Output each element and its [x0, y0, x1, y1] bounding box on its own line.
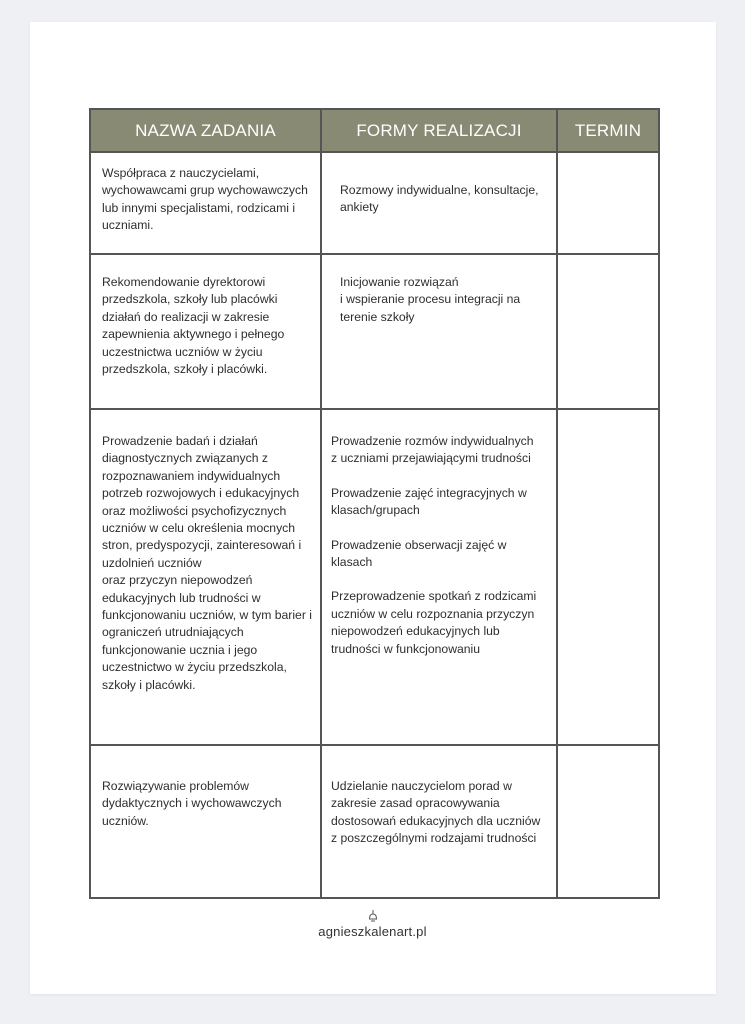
term-cell	[557, 254, 659, 409]
form-item: Udzielanie nauczycielom porad w zakresie zasad opracowywania dostosowań edukacyjnych dla uczniów z poszczególnymi rodzajami trudności	[331, 779, 541, 846]
form-item: Inicjowanie rozwiązań i wspieranie procesu integracji na terenie szkoły	[340, 275, 521, 324]
task-cell	[90, 409, 321, 745]
table-row	[90, 409, 659, 745]
hanger-lamp-icon	[366, 910, 380, 924]
task-text: Współpraca z nauczycielami, wychowawcami grup wychowawczych lub innymi specjalistami, rodzicami i uczniami.	[102, 166, 308, 233]
task-cell	[90, 745, 321, 898]
forms-cell	[321, 745, 557, 898]
header-forms: FORMY REALIZACJI	[321, 109, 557, 152]
task-table	[89, 108, 660, 899]
form-item: Prowadzenie zajęć integracyjnych w klasach/grupach	[331, 485, 527, 518]
footer-site: agnieszkalenart.pl	[318, 924, 427, 939]
task-cell	[90, 254, 321, 409]
footer-logo	[0, 910, 745, 939]
table-header-row	[90, 109, 659, 152]
term-cell	[557, 152, 659, 254]
task-text: Rozwiązywanie problemów dydaktycznych i wychowawczych uczniów.	[102, 779, 282, 828]
task-text: Prowadzenie badań i działań diagnostycznych związanych z rozpoznawaniem indywidualnych potrzeb rozwojowych i edukacyjnych oraz możliwości psychofizycznych uczniów w celu określenia mocnych stron, predyspozycji, zainteresowań i uzdolnień uczniów oraz przyczyn niepowodzeń edukacyjnych lub trudności w funkcjonowaniu uczniów, w tym barier i ograniczeń utrudniających funkcjonowanie ucznia i jego uczestnictwo w życiu przedszkola, szkoły i placówki.	[102, 434, 312, 692]
forms-cell	[321, 409, 557, 745]
task-text: Rekomendowanie dyrektorowi przedszkola, szkoły lub placówki działań do realizacji w zakresie zapewnienia aktywnego i pełnego uczestnictwa uczniów w życiu przedszkola, szkoły i placówki.	[102, 275, 285, 377]
form-item: Prowadzenie obserwacji zajęć w klasach	[331, 537, 507, 570]
task-cell	[90, 152, 321, 254]
header-term: TERMIN	[557, 109, 659, 152]
table-row	[90, 745, 659, 898]
forms-cell	[321, 254, 557, 409]
table-row	[90, 254, 659, 409]
form-item: Prowadzenie rozmów indywidualnych z uczniami przejawiającymi trudności	[331, 434, 534, 466]
term-cell	[557, 409, 659, 745]
table-row	[90, 152, 659, 254]
form-item: Rozmowy indywidualne, konsultacje, ankiety	[340, 183, 539, 215]
header-task-name: NAZWA ZADANIA	[90, 109, 321, 152]
form-item: Przeprowadzenie spotkań z rodzicami uczniów w celu rozpoznania przyczyn niepowodzeń edukacyjnych lub trudności w funkcjonowaniu	[331, 589, 537, 656]
term-cell	[557, 745, 659, 898]
forms-cell	[321, 152, 557, 254]
